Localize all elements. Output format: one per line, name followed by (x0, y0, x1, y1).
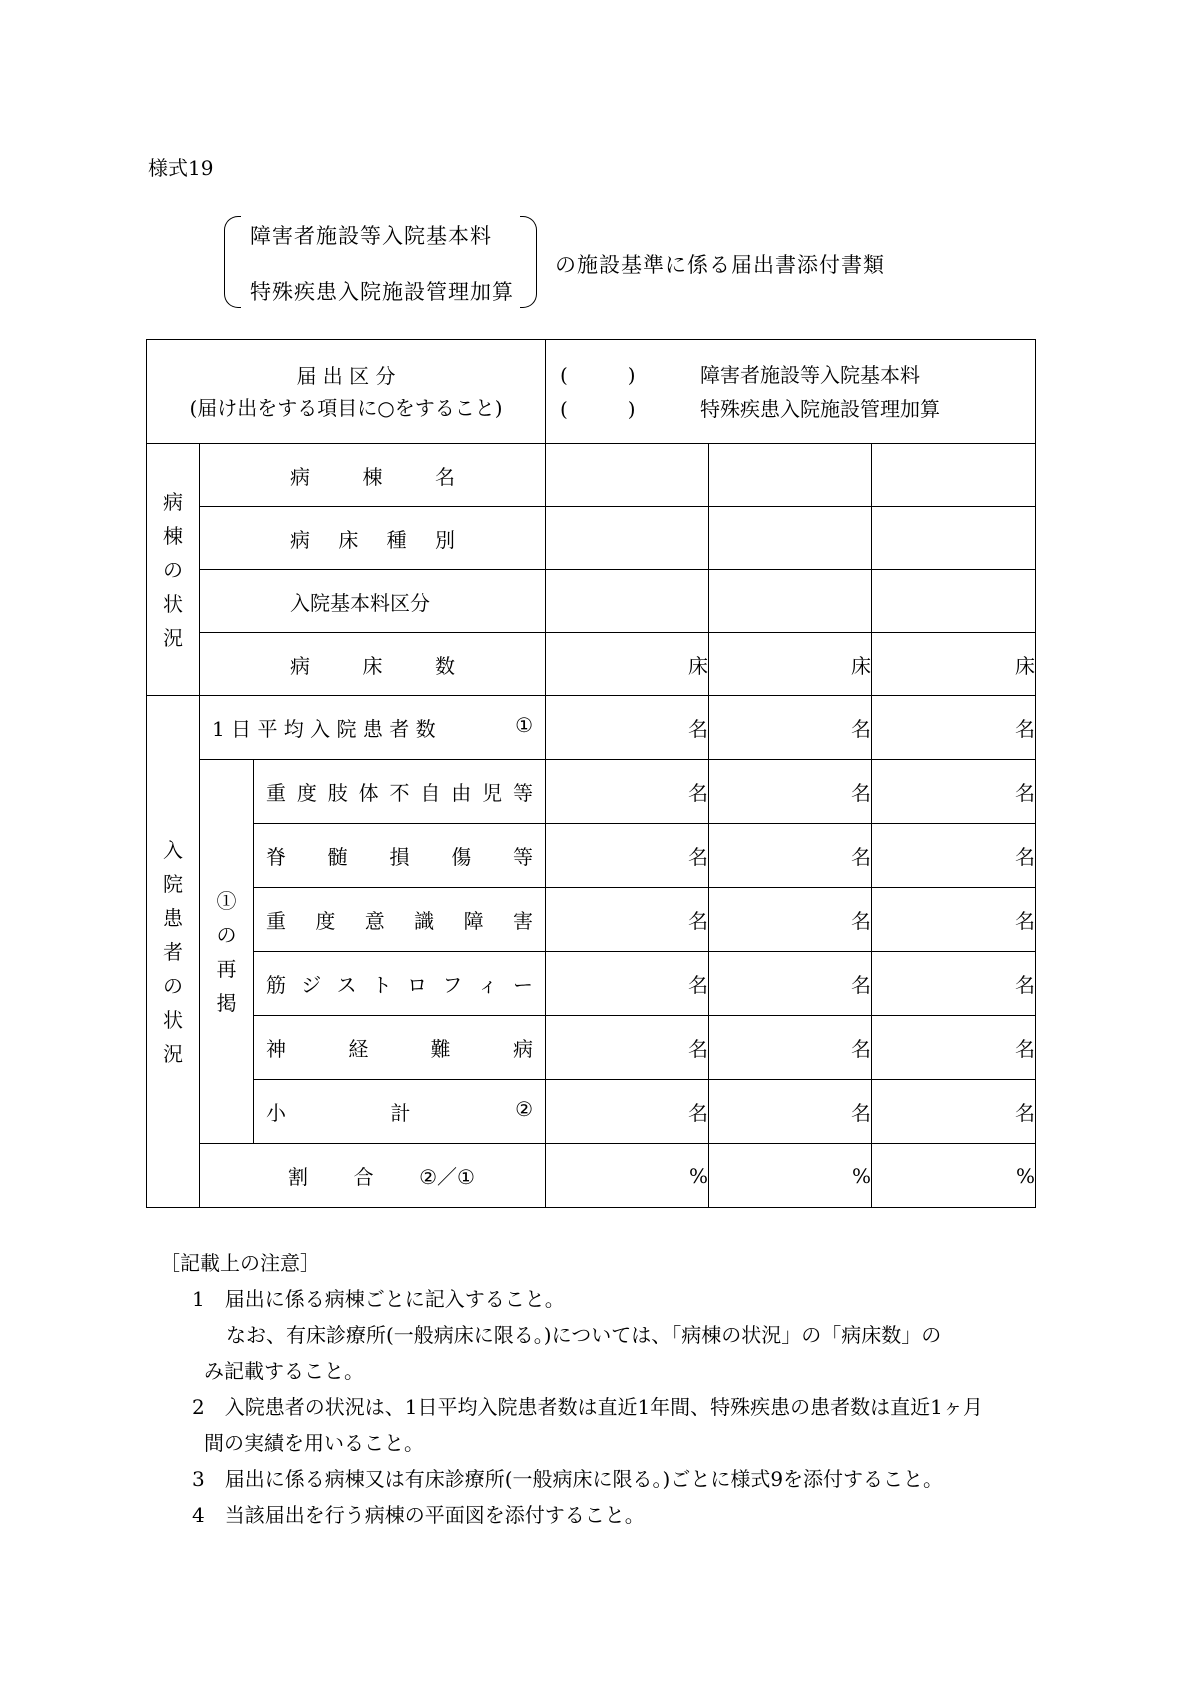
label-char: 病 (290, 527, 310, 552)
label-char: 害 (512, 909, 533, 933)
value-cell[interactable] (709, 824, 872, 888)
value-cell[interactable] (546, 952, 709, 1016)
header-label: 届 出 区 分 (296, 363, 396, 388)
title-suffix: の施設基準に係る届出書添付書類 (555, 253, 885, 277)
label-char: 種 (386, 527, 407, 552)
label-char: 病 (512, 1037, 533, 1061)
ward-row (147, 444, 1036, 507)
label-mark: ② (515, 1097, 533, 1121)
ward-group-label: 病棟の状況 (163, 489, 183, 650)
unit-label: 名 (1015, 973, 1036, 997)
label-text: 入院基本料区分 (290, 590, 430, 615)
unit-label: 名 (1015, 1101, 1036, 1125)
row-label (200, 587, 545, 616)
value-cell[interactable] (709, 1144, 872, 1208)
unit-label: % (688, 1163, 708, 1188)
ratio-row (147, 1144, 1036, 1208)
value-cell[interactable] (546, 824, 709, 888)
value-cell[interactable] (872, 952, 1036, 1016)
row-label (200, 524, 545, 553)
label-char: 肢 (327, 781, 348, 805)
label-char: ィ (477, 973, 498, 997)
label-char: 合 (353, 1165, 374, 1189)
row-label (254, 841, 545, 870)
label-char: 体 (358, 781, 379, 805)
form-number: 様式19 (148, 156, 214, 180)
unit-label: 名 (851, 781, 871, 805)
label-char: 損 (389, 845, 410, 869)
unit-label: 名 (1015, 909, 1036, 933)
row-label-cell (254, 1080, 546, 1144)
header-label-cell (147, 340, 546, 444)
value-cell[interactable] (872, 824, 1036, 888)
value-cell[interactable] (872, 633, 1036, 696)
patient-row (147, 696, 1036, 760)
note-line: 3 届出に係る病棟又は有床診療所(一般病床に限る。)ごとに様式9を添付すること。 (192, 1467, 944, 1491)
label-char: 計 (390, 1101, 411, 1125)
unit-label: 名 (851, 717, 871, 741)
row-label-cell (200, 444, 546, 507)
value-cell[interactable] (546, 1016, 709, 1080)
label-char: 難 (430, 1037, 451, 1061)
label-char: 等 (513, 781, 533, 805)
row-label-cell (254, 824, 546, 888)
label-mark: ②／① (419, 1165, 475, 1189)
value-cell[interactable] (872, 1144, 1036, 1208)
value-cell[interactable] (546, 1144, 709, 1208)
row-label (200, 1161, 545, 1190)
value-cell[interactable] (872, 760, 1036, 824)
patient-group-cell (147, 696, 200, 1208)
label-char: 名 (435, 464, 455, 489)
unit-label: 床 (688, 653, 708, 678)
label-char: ジ (301, 973, 322, 997)
value-cell[interactable] (546, 633, 709, 696)
row-label-cell (254, 760, 546, 824)
option-label: 障害者施設等入院基本料 (700, 362, 920, 387)
subgroup-cell (200, 760, 254, 1144)
label-char: ト (371, 973, 392, 997)
note-line: 間の実績を用いること。 (204, 1431, 424, 1455)
unit-label: 名 (851, 1037, 871, 1061)
row-label (254, 777, 545, 806)
unit-label: 名 (1015, 717, 1036, 741)
value-cell[interactable] (709, 570, 872, 633)
ward-row (147, 633, 1036, 696)
value-cell[interactable] (546, 760, 709, 824)
label-char: 経 (348, 1037, 369, 1061)
row-label (254, 905, 545, 934)
value-cell[interactable] (546, 1080, 709, 1144)
header-row (147, 340, 1036, 444)
value-cell[interactable] (709, 760, 872, 824)
notes-heading: ［記載上の注意］ (160, 1251, 320, 1275)
label-char: 障 (463, 909, 484, 933)
unit-label: 名 (1015, 845, 1036, 869)
label-char: 脊 (266, 845, 286, 869)
label-char: 児 (482, 781, 503, 805)
header-options-cell (546, 340, 1036, 444)
value-cell[interactable] (709, 1080, 872, 1144)
header-sublabel: (届け出をする項目に○をすること) (189, 395, 503, 420)
unit-label: 名 (688, 909, 708, 933)
label-char: ロ (407, 973, 428, 997)
note-line: 1 届出に係る病棟ごとに記入すること。 (192, 1287, 565, 1311)
label-char: 髄 (327, 845, 348, 869)
value-cell[interactable] (546, 888, 709, 952)
label-char: 自 (420, 781, 441, 805)
note-line: なお、有床診療所(一般病床に限る。)については、「病棟の状況」の「病床数」の (226, 1323, 942, 1347)
value-cell[interactable] (709, 888, 872, 952)
ward-row (147, 507, 1036, 570)
label-char: 識 (414, 909, 435, 933)
value-cell[interactable] (546, 444, 709, 507)
note-line: 4 当該届出を行う病棟の平面図を添付すること。 (192, 1503, 645, 1527)
row-label-cell (254, 888, 546, 952)
unit-label: 名 (688, 1101, 708, 1125)
subgroup-row (147, 952, 1036, 1016)
subgroup-row (147, 760, 1036, 824)
label-char: 割 (288, 1165, 308, 1189)
label-char: 重 (266, 781, 286, 805)
unit-label: 名 (1015, 1037, 1036, 1061)
label-char: フ (442, 973, 463, 997)
ward-group-cell (147, 444, 200, 696)
label-char: 床 (338, 527, 359, 552)
value-cell[interactable] (546, 507, 709, 570)
unit-label: % (851, 1163, 871, 1188)
option-mark-field[interactable]: ( ) (560, 396, 636, 421)
value-cell[interactable] (709, 1016, 872, 1080)
label-char: ー (512, 973, 533, 997)
subgroup-row (147, 1080, 1036, 1144)
label-char: 神 (266, 1037, 286, 1061)
left-bracket (224, 216, 241, 308)
notification-table (146, 339, 1036, 1208)
value-cell[interactable] (872, 696, 1036, 760)
row-label (254, 969, 545, 998)
right-bracket (520, 216, 537, 308)
option-row (546, 392, 1035, 426)
subgroup-label: ①の再掲 (216, 888, 237, 1015)
option-row (546, 358, 1035, 392)
unit-label: 名 (688, 1037, 708, 1061)
row-label (200, 650, 545, 679)
value-cell[interactable] (709, 507, 872, 570)
value-cell[interactable] (709, 696, 872, 760)
patient-group-label: 入院患者の状況 (163, 837, 183, 1066)
note-line: 2 入院患者の状況は、1日平均入院患者数は直近1年間、特殊疾患の患者数は直近1ヶ月 (192, 1395, 983, 1419)
value-cell[interactable] (546, 570, 709, 633)
row-label-cell (254, 1016, 546, 1080)
row-label (200, 713, 545, 742)
row-label (254, 1097, 545, 1126)
row-label-cell (200, 570, 546, 633)
value-cell[interactable] (872, 570, 1036, 633)
title-line-1: 障害者施設等入院基本料 (250, 224, 492, 248)
label-char: 由 (451, 781, 472, 805)
unit-label: 名 (688, 717, 708, 741)
label-char: 度 (296, 781, 317, 805)
label-char: 筋 (266, 973, 286, 997)
unit-label: 名 (851, 1101, 871, 1125)
label-char: 度 (315, 909, 336, 933)
value-cell[interactable] (872, 1016, 1036, 1080)
unit-label: 名 (688, 781, 708, 805)
value-cell[interactable] (709, 633, 872, 696)
label-text: 1 日 平 均 入 院 患 者 数 (212, 717, 436, 741)
ward-row (147, 570, 1036, 633)
subgroup-row (147, 824, 1036, 888)
label-char: ス (336, 973, 357, 997)
label-char: 不 (389, 781, 410, 805)
unit-label: % (1016, 1163, 1036, 1188)
value-cell[interactable] (546, 696, 709, 760)
subgroup-row (147, 888, 1036, 952)
value-cell[interactable] (872, 507, 1036, 570)
label-char: 小 (266, 1101, 286, 1125)
row-label-cell (254, 952, 546, 1016)
unit-label: 名 (688, 845, 708, 869)
unit-label: 名 (851, 845, 871, 869)
unit-label: 名 (851, 973, 871, 997)
label-char: 等 (513, 845, 533, 869)
unit-label: 床 (1015, 653, 1036, 678)
subgroup-row (147, 1016, 1036, 1080)
label-char: 傷 (451, 845, 472, 869)
unit-label: 名 (1015, 781, 1036, 805)
row-label-cell (200, 696, 546, 760)
label-char: 病 (290, 653, 310, 678)
row-label-cell (200, 1144, 546, 1208)
value-cell[interactable] (872, 1080, 1036, 1144)
value-cell[interactable] (872, 888, 1036, 952)
value-cell[interactable] (709, 952, 872, 1016)
title-line-2: 特殊疾患入院施設管理加算 (250, 280, 514, 304)
label-char: 重 (266, 909, 286, 933)
label-char: 棟 (362, 464, 383, 489)
label-char: 病 (290, 464, 310, 489)
option-label: 特殊疾患入院施設管理加算 (700, 396, 940, 421)
unit-label: 床 (851, 653, 871, 678)
value-cell[interactable] (709, 444, 872, 507)
row-label (200, 461, 545, 490)
value-cell[interactable] (872, 444, 1036, 507)
label-char: 数 (435, 653, 455, 678)
unit-label: 名 (851, 909, 871, 933)
label-mark: ① (515, 713, 533, 737)
row-label-cell (200, 507, 546, 570)
label-char: 床 (362, 653, 383, 678)
option-mark-field[interactable]: ( ) (560, 362, 636, 387)
row-label-cell (200, 633, 546, 696)
note-line: み記載すること。 (204, 1359, 364, 1383)
unit-label: 名 (688, 973, 708, 997)
label-char: 別 (434, 527, 455, 552)
row-label (254, 1033, 545, 1062)
label-char: 意 (364, 909, 385, 933)
